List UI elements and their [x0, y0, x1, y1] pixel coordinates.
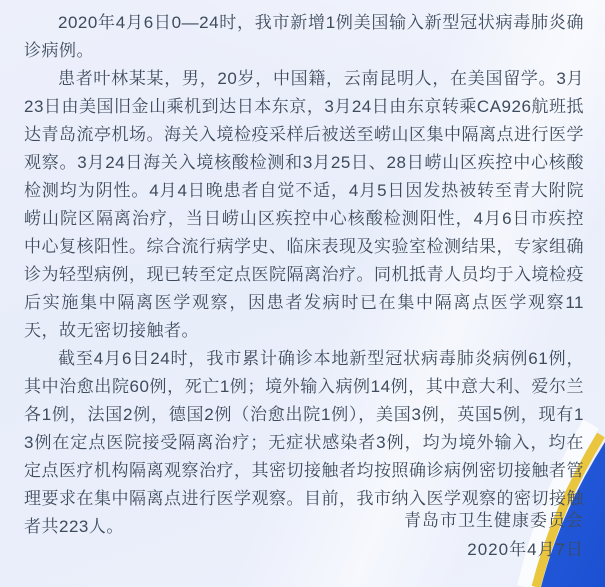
signature-block	[404, 506, 584, 564]
paragraph-new-case-summary: 2020年4月6日0—24时，我市新增1例美国输入新型冠状病毒肺炎确诊病例。	[24, 13, 584, 60]
paragraph-cumulative-statistics: 截至4月6日24时，我市累计确诊本地新型冠状病毒肺炎病例61例，其中治愈出院60例，死亡1例；境外输入病例14例，其中意大利、爱尔兰各1例，法国2例，德国2例（治愈出院1例），美国3例，英国5例，现有13例在定点医院接受隔离治疗；无症状感染者3例，均为境外输入，均在定点医疗机构隔离观察治疗，其密切接触者均按照确诊病例密切接触者管理要求在集中隔离点进行医学观察。目前，我市纳入医学观察的密切接触者共223人。	[24, 349, 584, 536]
signature-organization: 青岛市卫生健康委员会	[404, 511, 584, 530]
announcement-body	[24, 9, 584, 541]
signature-date: 2020年4月7日	[467, 540, 584, 559]
paragraph-patient-details: 患者叶林某某，男，20岁，中国籍，云南昆明人，在美国留学。3月23日由美国旧金山乘机到达日本东京，3月24日由东京转乘CA926航班抵达青岛流亭机场。海关入境检疫采样后被送至崂山区集中隔离点进行医学观察。3月24日海关入境核酸检测和3月25日、28日崂山区疾控中心核酸检测均为阴性。4月4日晚患者自觉不适，4月5日因发热被转至青大附院崂山院区隔离治疗，当日崂山区疾控中心核酸检测阳性，4月6日市疾控中心复核阳性。综合流行病学史、临床表现及实验室检测结果，专家组确诊为轻型病例，现已转至定点医院隔离治疗。同机抵青人员均于入境检疫后实施集中隔离医学观察，因患者发病时已在集中隔离点医学观察11天，故无密切接触者。	[24, 69, 584, 340]
